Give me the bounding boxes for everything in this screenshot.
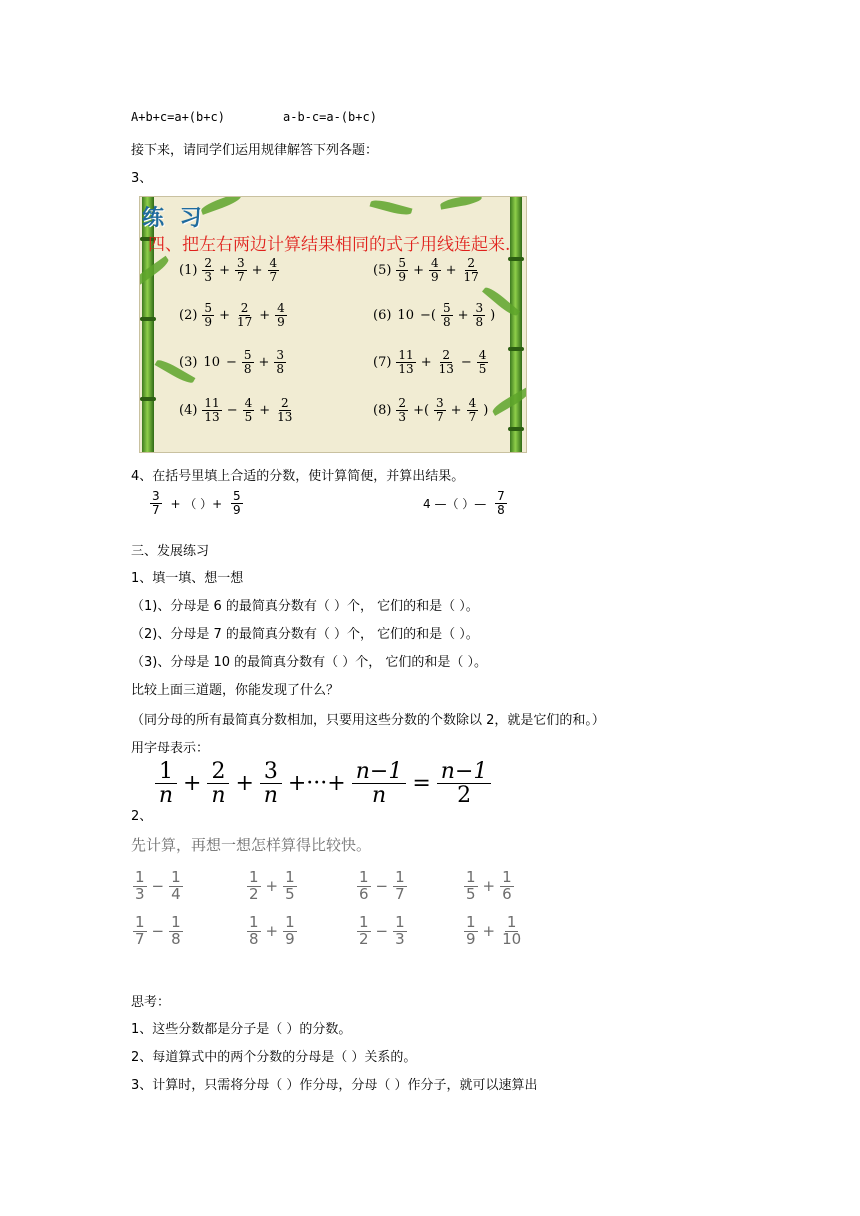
calc-fraction: $\frac{1}{9}$ <box>466 913 476 948</box>
calc-fraction: $\frac{1}{4}$ <box>171 868 181 903</box>
calc-fraction: $\frac{1}{2}$ <box>359 913 369 948</box>
practice-item-fraction: $\frac{2}{17}$ <box>463 256 479 284</box>
think-line-3: 3、计算时，只需将分母（ ）作分母，分母（ ）作分子，就可以速算出 <box>131 1078 538 1093</box>
practice-item-label: (4) <box>179 402 198 418</box>
calc-fraction: $\frac{1}{9}$ <box>285 913 295 948</box>
practice-item-operator: + <box>450 402 462 418</box>
practice-item-label: (6) <box>373 307 392 323</box>
calc-fraction: $\frac{1}{5}$ <box>285 868 295 903</box>
practice-item-operator: − <box>226 402 238 418</box>
think-label: 思考： <box>131 995 171 1010</box>
practice-item-operator: − <box>225 354 237 370</box>
sum-formula <box>152 760 494 807</box>
formula-fraction: $\frac{n-1}{2}$ <box>437 760 492 807</box>
practice-item-operator: + <box>259 402 271 418</box>
q4-expr1 <box>148 490 245 516</box>
calc-fraction: $\frac{1}{8}$ <box>249 913 259 948</box>
compare-question: 比较上面三道题，你能发现了什么？ <box>131 683 340 698</box>
section3-title: 三、发展练习 <box>131 544 210 559</box>
q4-blank-1[interactable]: + （ ）+ <box>170 496 223 511</box>
calc-expression <box>462 870 516 903</box>
practice-item <box>176 397 296 423</box>
practice-heading: 四、把左右两边计算结果相同的式子用线连起来. <box>148 235 511 255</box>
calc-fraction: $\frac{1}{3}$ <box>395 913 405 948</box>
practice-item <box>370 257 483 283</box>
practice-item-fraction: $\frac{4}{5}$ <box>478 348 487 376</box>
practice-image <box>139 196 527 453</box>
formula-fraction: $\frac{2}{n}$ <box>207 760 229 807</box>
practice-item <box>370 397 491 423</box>
think-line-1: 1、这些分数都是分子是（ ）的分数。 <box>131 1022 352 1037</box>
calc-fraction: $\frac{1}{6}$ <box>359 868 369 903</box>
practice-item-operator: + <box>219 262 230 278</box>
practice-item-operator: −( <box>419 307 436 323</box>
calc-operator: − <box>151 922 165 941</box>
practice-item-fraction: $\frac{4}{7}$ <box>269 256 278 284</box>
practice-item <box>176 302 289 328</box>
practice-item-fraction: $\frac{11}{13}$ <box>204 396 220 424</box>
practice-item-operator: + <box>251 262 263 278</box>
calc-fraction: $\frac{1}{5}$ <box>466 868 476 903</box>
q4-frac-b: $\frac{5}{9}$ <box>233 489 241 517</box>
practice-item-operator: + <box>420 354 432 370</box>
calc-expression <box>355 915 409 948</box>
formula-fraction: $\frac{1}{n}$ <box>155 760 177 807</box>
practice-item-fraction: $\frac{2}{13}$ <box>277 396 293 424</box>
practice-item <box>176 257 281 283</box>
q3-label: 3、 <box>131 171 153 186</box>
calc-fraction: $\frac{1}{7}$ <box>135 913 145 948</box>
calc-expression <box>245 915 299 948</box>
calc-expression <box>131 915 185 948</box>
practice-item <box>176 349 288 375</box>
practice-item-operator: + <box>258 354 270 370</box>
practice-item-fraction: $\frac{5}{9}$ <box>204 301 213 329</box>
rule-left: A+b+c=a+(b+c) <box>131 110 225 124</box>
q4-text: 4、在括号里填上合适的分数，使计算简便，并算出结果。 <box>131 469 465 484</box>
formula-fraction: $\frac{n-1}{n}$ <box>352 760 407 807</box>
calc-fraction: $\frac{1}{6}$ <box>502 868 512 903</box>
s1-line-3: （3)、分母是 10 的最简真分数有（ ）个， 它们的和是（ ）。 <box>131 655 488 670</box>
calc-fraction: $\frac{1}{8}$ <box>171 913 181 948</box>
calc-operator: + <box>482 877 496 896</box>
practice-item-fraction: $\frac{4}{7}$ <box>468 396 477 424</box>
practice-item-operator: 10 <box>397 307 414 323</box>
practice-item-operator: + <box>259 307 271 323</box>
q4-frac-a: $\frac{3}{7}$ <box>152 489 160 517</box>
practice-item-fraction: $\frac{4}{9}$ <box>430 256 439 284</box>
practice-item-operator: + <box>413 262 424 278</box>
practice-item-fraction: $\frac{3}{8}$ <box>475 301 484 329</box>
calc-operator: + <box>265 922 279 941</box>
practice-title: 练 习 <box>142 205 206 231</box>
practice-item-operator: ) <box>490 307 496 323</box>
rule-right: a-b-c=a-(b+c) <box>283 110 377 124</box>
calc-expression <box>355 870 409 903</box>
calc-operator: + <box>482 922 496 941</box>
practice-item <box>370 349 490 375</box>
practice-item-fraction: $\frac{5}{9}$ <box>398 256 407 284</box>
practice-item-fraction: $\frac{4}{5}$ <box>244 396 253 424</box>
calc-fraction: $\frac{1}{10}$ <box>502 913 522 948</box>
practice-item-fraction: $\frac{11}{13}$ <box>398 348 414 376</box>
practice-item-operator: + <box>457 307 469 323</box>
practice-item-operator: +( <box>413 402 430 418</box>
formula-fraction: $\frac{3}{n}$ <box>260 760 282 807</box>
practice-item-fraction: $\frac{2}{17}$ <box>236 301 253 329</box>
q2-label: 2、 <box>131 809 153 824</box>
s1-title: 1、填一填、想一想 <box>131 571 244 586</box>
practice-item-label: (8) <box>373 402 392 418</box>
practice-item-label: (2) <box>179 307 198 323</box>
calc-operator: + <box>265 877 279 896</box>
practice-item-fraction: $\frac{4}{9}$ <box>277 301 285 329</box>
practice-item-fraction: $\frac{3}{7}$ <box>436 396 444 424</box>
practice-item-fraction: $\frac{5}{8}$ <box>442 301 451 329</box>
practice-item-operator: + <box>219 307 230 323</box>
practice-item-fraction: $\frac{3}{7}$ <box>236 256 245 284</box>
calc-operator: − <box>375 877 389 896</box>
practice-item-operator: ) <box>483 402 489 418</box>
practice-item-label: (7) <box>373 354 392 370</box>
practice-item-operator: + <box>445 262 457 278</box>
practice-item-fraction: $\frac{3}{8}$ <box>276 348 285 376</box>
practice-item-label: (5) <box>373 262 392 278</box>
calc-expression <box>245 870 299 903</box>
calc-expression <box>131 870 185 903</box>
calc-operator: − <box>375 922 389 941</box>
letter-label: 用字母表示： <box>131 741 210 756</box>
practice-item-label: (1) <box>179 262 198 278</box>
s1-line-2: （2)、分母是 7 的最简真分数有（ ）个， 它们的和是（ ）。 <box>131 627 479 642</box>
practice-item-fraction: $\frac{2}{3}$ <box>204 256 213 284</box>
q4-frac-c: $\frac{7}{8}$ <box>497 489 505 517</box>
q4-blank-2[interactable]: 4 —（ ）— <box>423 496 487 511</box>
calc-expression <box>462 915 525 948</box>
calc-operator: − <box>151 877 165 896</box>
formula-operator: +···+ <box>287 771 346 797</box>
calc-instruction: 先计算，再想一想怎样算得比较快。 <box>131 836 372 854</box>
calc-fraction: $\frac{1}{3}$ <box>135 868 145 903</box>
formula-operator: + <box>235 771 254 797</box>
practice-item-fraction: $\frac{2}{13}$ <box>438 348 454 376</box>
practice-item-label: (3) <box>179 354 198 370</box>
calc-fraction: $\frac{1}{2}$ <box>249 868 259 903</box>
practice-item-fraction: $\frac{2}{3}$ <box>398 396 407 424</box>
practice-item-operator: 10 <box>203 354 220 370</box>
s1-line-1: （1)、分母是 6 的最简真分数有（ ）个， 它们的和是（ ）。 <box>131 599 479 614</box>
q4-expr2 <box>420 490 509 516</box>
answer-note: （同分母的所有最简真分数相加，只要用这些分数的个数除以 2，就是它们的和。） <box>131 713 605 728</box>
intro-text: 接下来，请同学们运用规律解答下列各题： <box>131 143 379 158</box>
formula-operator: + <box>183 771 202 797</box>
think-line-2: 2、每道算式中的两个分数的分母是（ ）关系的。 <box>131 1050 417 1065</box>
formula-operator: = <box>412 771 431 797</box>
practice-item <box>370 302 498 328</box>
practice-item-operator: − <box>460 354 472 370</box>
calc-fraction: $\frac{1}{7}$ <box>395 868 405 903</box>
practice-item-fraction: $\frac{5}{8}$ <box>243 348 252 376</box>
